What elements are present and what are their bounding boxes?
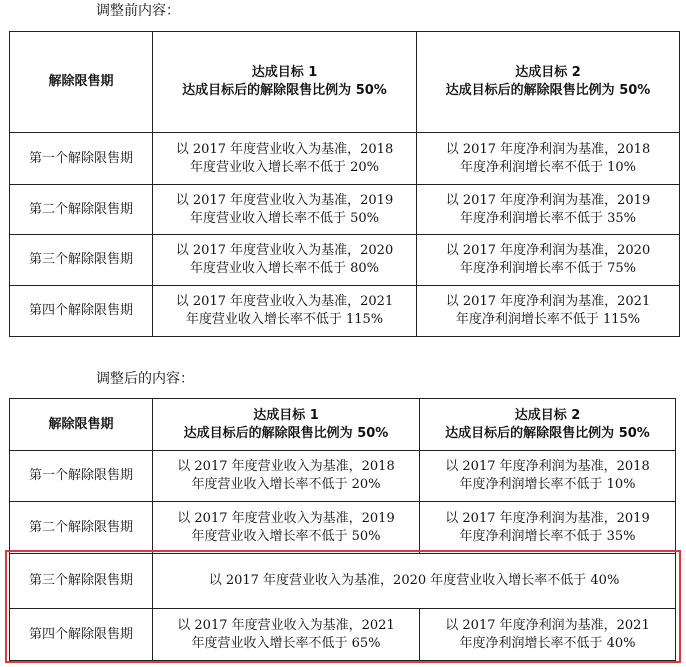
cell-line: 年度营业收入增长率不低于 80% xyxy=(189,261,380,276)
cell-line: 以 2017 年度净利润为基准，2018 xyxy=(445,141,651,157)
before-header-goal2 xyxy=(417,32,680,133)
after-goal1-sub: 达成目标后的解除限售比例为 50% xyxy=(183,425,389,441)
before-goal2-title: 达成目标 2 xyxy=(515,65,581,80)
goal1-cell xyxy=(153,185,417,235)
table-row xyxy=(10,133,680,185)
table-row xyxy=(10,502,676,554)
after-header-goal2 xyxy=(420,399,676,451)
period-cell: 第一个解除限售期 xyxy=(10,133,153,185)
before-caption: 调整前内容： xyxy=(96,3,180,19)
highlight-box xyxy=(5,550,681,663)
cell-line: 以 2017 年度净利润为基准，2019 xyxy=(445,510,650,526)
goal2-cell xyxy=(417,286,680,337)
before-header-goal1 xyxy=(153,32,417,133)
goal1-cell xyxy=(153,451,420,502)
goal2-cell xyxy=(417,235,680,286)
cell-line: 年度营业收入增长率不低于 20% xyxy=(189,159,380,175)
period-cell: 第四个解除限售期 xyxy=(10,609,153,661)
goal1-cell xyxy=(153,133,417,185)
goal2-cell xyxy=(420,451,676,502)
period-cell: 第一个解除限售期 xyxy=(10,451,153,502)
period-cell: 第三个解除限售期 xyxy=(10,554,153,609)
before-goal2-sub: 达成目标后的解除限售比例为 50% xyxy=(445,83,651,98)
cell-line: 以 2017 年度营业收入为基准，2020 xyxy=(175,243,394,258)
table-row xyxy=(10,235,680,286)
after-header-goal1 xyxy=(153,399,420,451)
cell-line: 以 2017 年度净利润为基准，2021 xyxy=(445,617,650,633)
goal1-cell xyxy=(153,502,420,554)
cell-line: 年度净利润增长率不低于 35% xyxy=(459,528,636,544)
cell-line: 以 2017 年度营业收入为基准，2019 xyxy=(175,192,394,208)
table-row xyxy=(10,451,676,502)
before-goal1-sub: 达成目标后的解除限售比例为 50% xyxy=(182,83,387,98)
cell-line: 年度净利润增长率不低于 40% xyxy=(459,635,636,651)
period-cell: 第四个解除限售期 xyxy=(10,286,153,337)
cell-line: 年度营业收入增长率不低于 65% xyxy=(191,635,381,651)
before-header-row xyxy=(10,32,680,133)
goal2-cell xyxy=(420,502,676,554)
cell-line: 年度净利润增长率不低于 75% xyxy=(459,261,637,276)
after-goal2-sub: 达成目标后的解除限售比例为 50% xyxy=(445,425,650,441)
cell-line: 年度营业收入增长率不低于 20% xyxy=(191,477,381,492)
cell-line: 以 2017 年度营业收入为基准，2021 xyxy=(175,294,394,309)
period-cell: 第二个解除限售期 xyxy=(10,502,153,554)
after-caption: 调整后的内容： xyxy=(96,371,194,387)
goal1-cell xyxy=(153,235,417,286)
goal2-cell xyxy=(417,133,680,185)
cell-line: 以 2017 年度净利润为基准，2019 xyxy=(445,192,651,208)
cell-line: 年度净利润增长率不低于 10% xyxy=(459,477,636,492)
cell-line: 年度营业收入增长率不低于 50% xyxy=(189,210,380,226)
cell-line: 以 2017 年度营业收入为基准，2018 xyxy=(175,141,394,157)
cell-line: 以 2017 年度营业收入为基准，2018 xyxy=(177,459,395,474)
cell-line: 以 2017 年度营业收入为基准，2021 xyxy=(177,617,395,633)
cell-line: 年度营业收入增长率不低于 115% xyxy=(185,312,384,327)
cell-line: 以 2017 年度净利润为基准，2021 xyxy=(445,294,651,309)
goal1-cell xyxy=(153,286,417,337)
after-goal1-title: 达成目标 1 xyxy=(253,407,319,423)
cell-line: 年度净利润增长率不低于 10% xyxy=(459,159,637,175)
after-header-row xyxy=(10,399,676,451)
before-header-period: 解除限售期 xyxy=(10,32,153,133)
cell-line: 年度净利润增长率不低于 35% xyxy=(459,210,637,226)
before-goal1-title: 达成目标 1 xyxy=(251,65,318,80)
table-row xyxy=(10,286,680,337)
merged-goal-cell: 以 2017 年度营业收入为基准，2020 年度营业收入增长率不低于 40% xyxy=(153,554,676,609)
period-cell: 第三个解除限售期 xyxy=(10,235,153,286)
cell-line: 年度净利润增长率不低于 115% xyxy=(455,312,641,327)
table-row xyxy=(10,185,680,235)
cell-line: 以 2017 年度营业收入为基准，2019 xyxy=(177,510,395,526)
after-goal2-title: 达成目标 2 xyxy=(514,407,581,423)
cell-line: 以 2017 年度净利润为基准，2018 xyxy=(445,459,650,474)
before-table xyxy=(9,31,680,337)
cell-line: 以 2017 年度净利润为基准，2020 xyxy=(445,243,651,258)
goal2-cell xyxy=(417,185,680,235)
cell-line: 年度营业收入增长率不低于 50% xyxy=(191,528,381,544)
period-cell: 第二个解除限售期 xyxy=(10,185,153,235)
after-header-period: 解除限售期 xyxy=(10,399,153,451)
